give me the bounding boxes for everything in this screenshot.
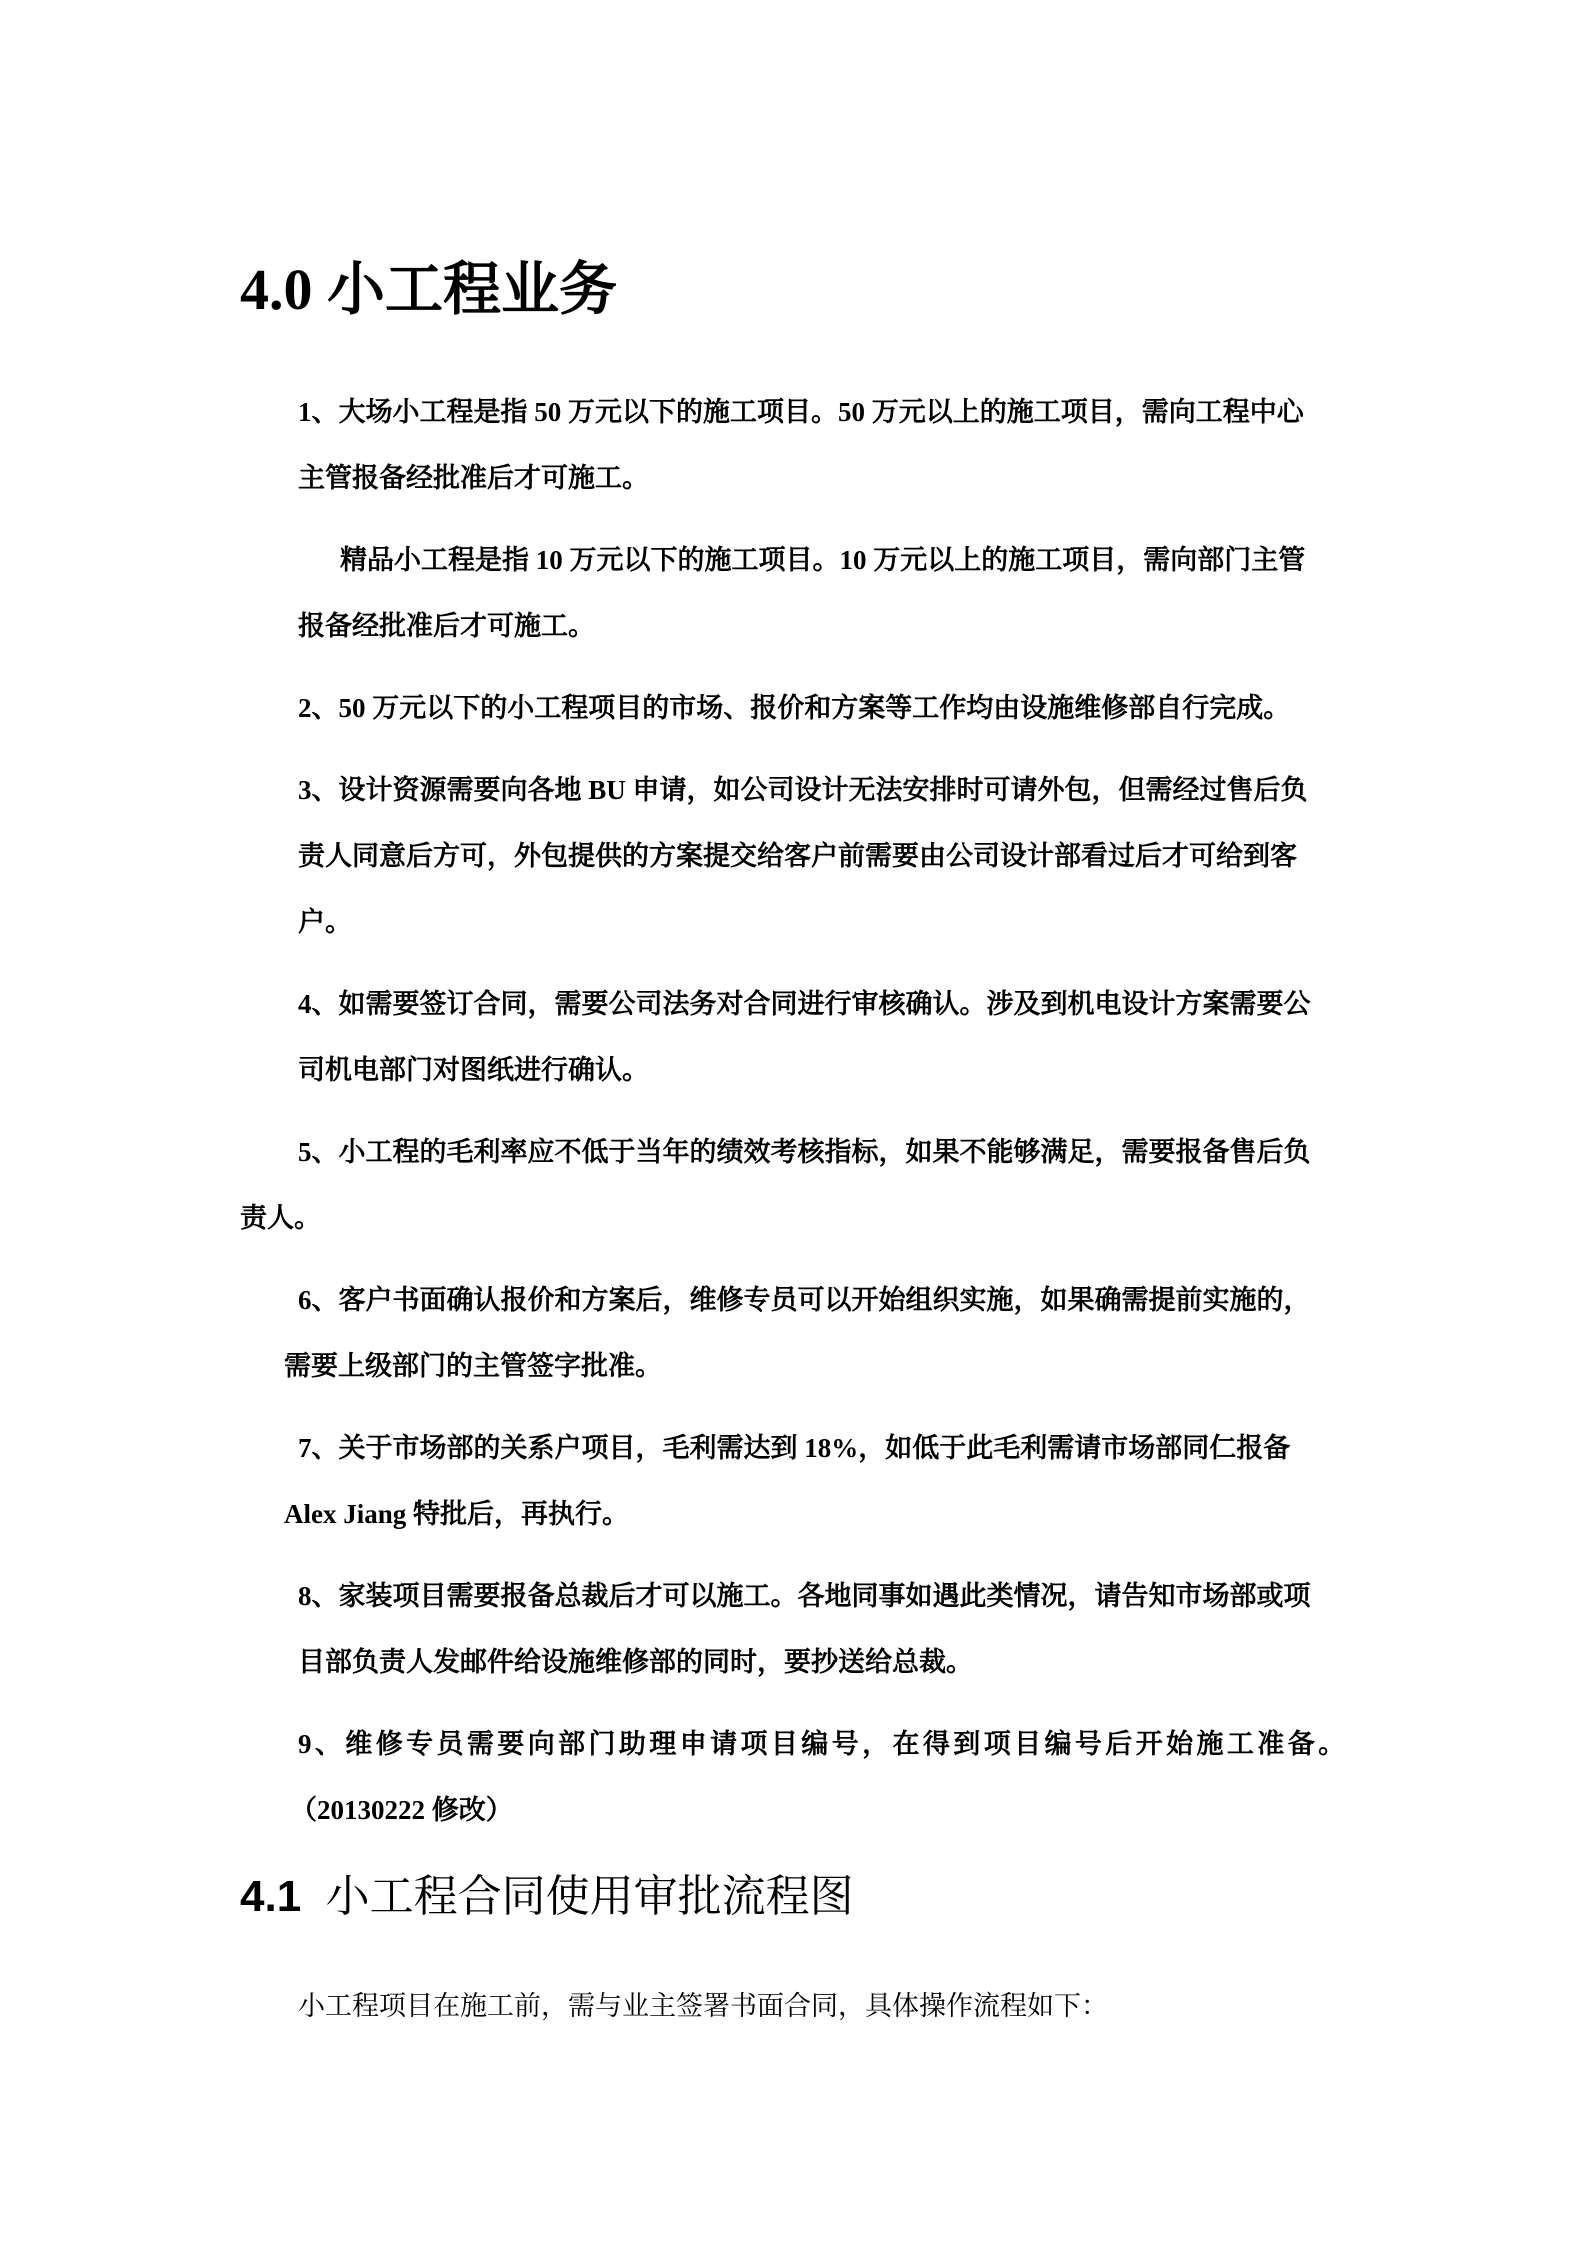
item-8-line-1: 8、家装项目需要报备总裁后才可以施工。各地同事如遇此类情况，请告知市场部或项 <box>298 1581 1311 1611</box>
item-1b-line-1: 精品小工程是指 10 万元以下的施工项目。10 万元以上的施工项目，需向部门主管 <box>340 545 1306 575</box>
item-9-line-2: （20130222 修改） <box>290 1795 513 1825</box>
item-6-line-1: 6、客户书面确认报价和方案后，维修专员可以开始组织实施，如果确需提前实施的， <box>298 1285 1311 1315</box>
section-heading: 4.0 小工程业务 <box>240 257 618 322</box>
item-1-line-2: 主管报备经批准后才可施工。 <box>298 463 649 493</box>
subsection-heading <box>240 1865 854 1929</box>
item-2-line-1: 2、50 万元以下的小工程项目的市场、报价和方案等工作均由设施维修部自行完成。 <box>298 693 1291 723</box>
item-1b-line-2: 报备经批准后才可施工。 <box>298 611 595 641</box>
item-3-line-2: 责人同意后方可，外包提供的方案提交给客户前需要由公司设计部看过后才可给到客 <box>298 841 1297 871</box>
subsection-intro: 小工程项目在施工前，需与业主签署书面合同，具体操作流程如下： <box>298 1991 1108 2021</box>
subsection-title: 小工程合同使用审批流程图 <box>325 1872 854 1921</box>
item-6-line-2: 需要上级部门的主管签字批准。 <box>284 1351 662 1381</box>
item-3-line-3: 户。 <box>298 907 352 937</box>
item-5-line-2: 责人。 <box>240 1203 321 1233</box>
item-1-line-1: 1、大场小工程是指 50 万元以下的施工项目。50 万元以上的施工项目，需向工程中心 <box>298 397 1304 427</box>
subsection-number: 4.1 <box>240 1872 302 1921</box>
item-4-line-1: 4、如需要签订合同，需要公司法务对合同进行审核确认。涉及到机电设计方案需要公 <box>298 989 1311 1019</box>
item-7-line-2: Alex Jiang 特批后，再执行。 <box>284 1499 630 1529</box>
item-5-line-1: 5、小工程的毛利率应不低于当年的绩效考核指标，如果不能够满足，需要报备售后负 <box>298 1137 1311 1167</box>
item-7-line-1: 7、关于市场部的关系户项目，毛利需达到 18%，如低于此毛利需请市场部同仁报备 <box>298 1433 1291 1463</box>
item-8-line-2: 目部负责人发邮件给设施维修部的同时，要抄送给总裁。 <box>298 1647 973 1677</box>
item-4-line-2: 司机电部门对图纸进行确认。 <box>298 1055 649 1085</box>
item-3-line-1: 3、设计资源需要向各地 BU 申请，如公司设计无法安排时可请外包，但需经过售后负 <box>298 775 1308 805</box>
item-9-line-1: 9、维修专员需要向部门助理申请项目编号，在得到项目编号后开始施工准备。 <box>298 1729 1349 1759</box>
